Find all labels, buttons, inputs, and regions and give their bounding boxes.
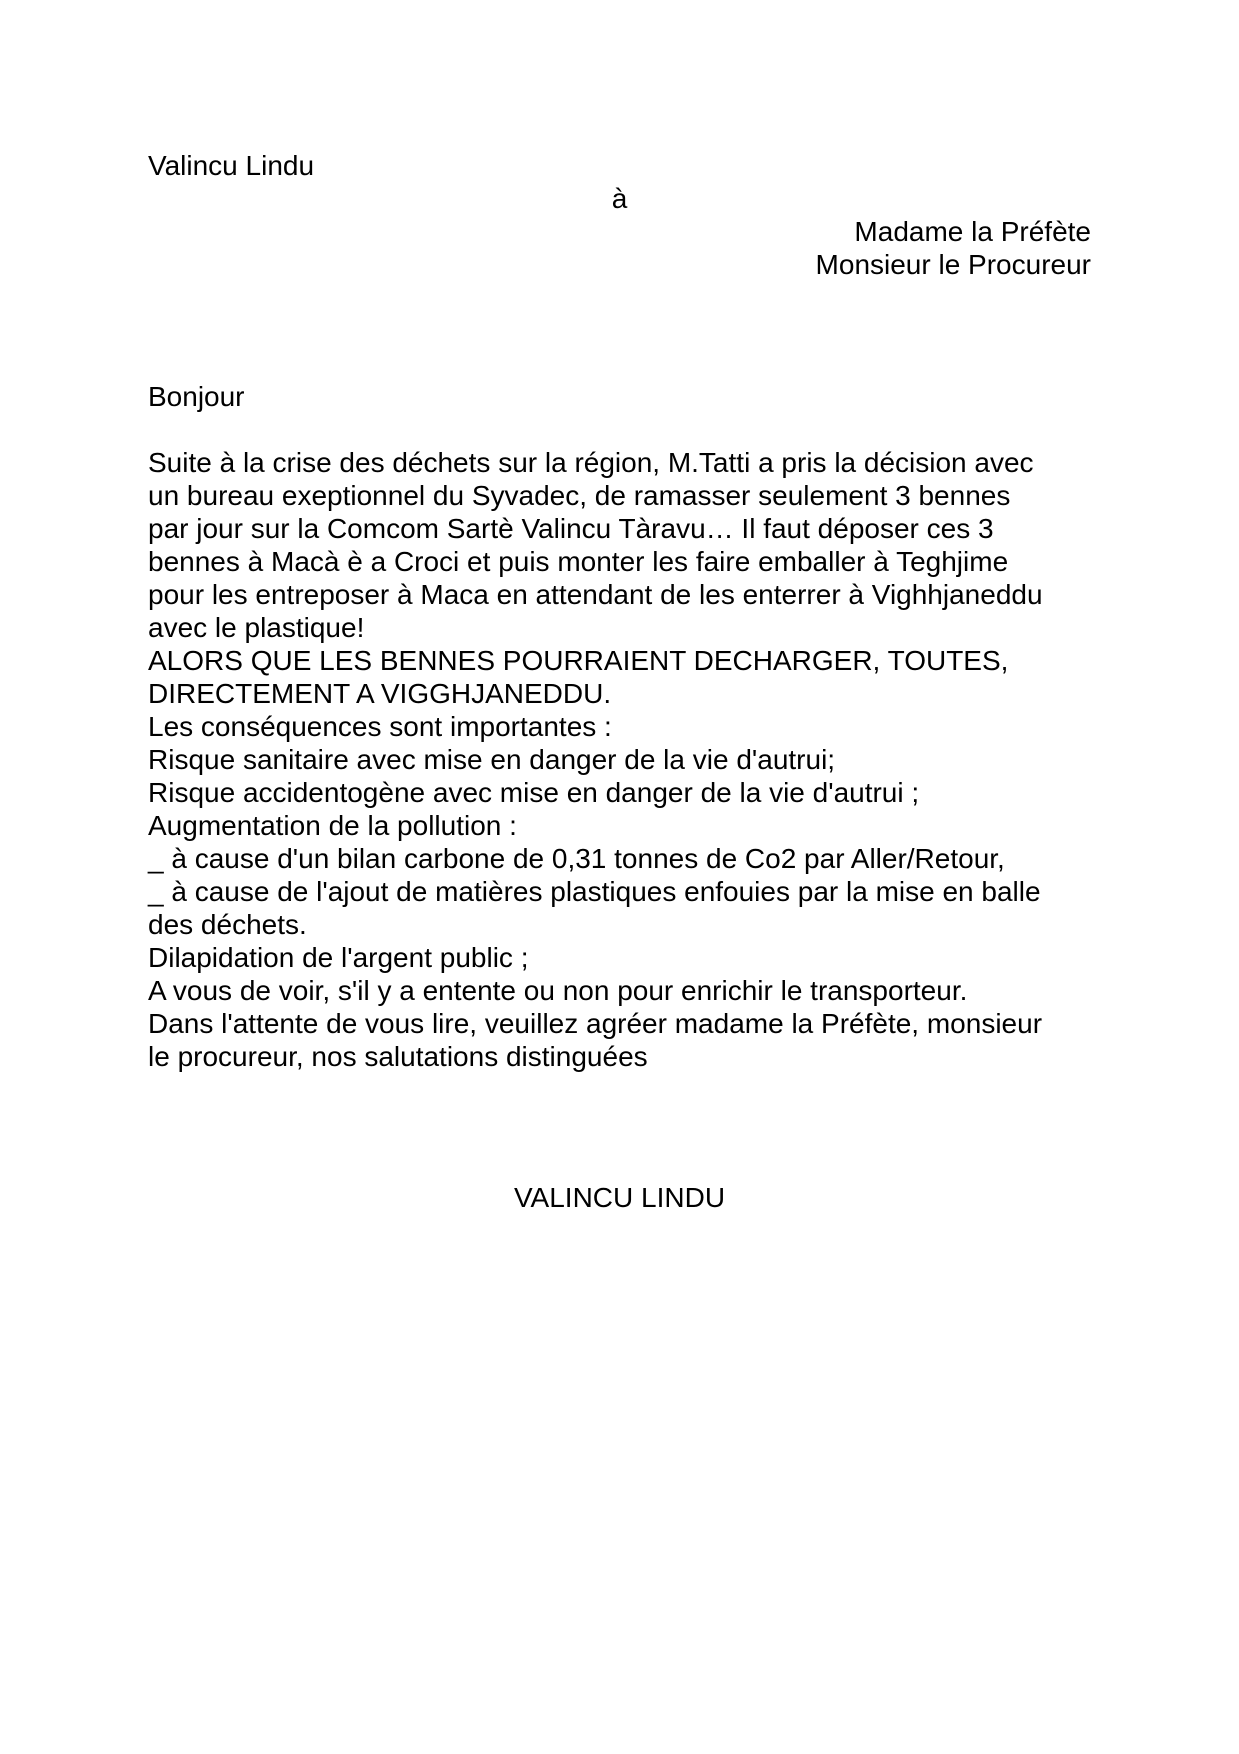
signature: VALINCU LINDU xyxy=(513,1182,726,1213)
blank-line xyxy=(148,413,1091,446)
body-line: des déchets. xyxy=(148,909,307,940)
body-line: Dilapidation de l'argent public ; xyxy=(148,942,529,973)
body-line: _ à cause de l'ajout de matières plastiques enfouies par la mise en balle xyxy=(148,876,1041,907)
body-line: le procureur, nos salutations distinguées xyxy=(148,1041,648,1072)
body-line: DIRECTEMENT A VIGGHJANEDDU. xyxy=(148,678,612,709)
greeting: Bonjour xyxy=(148,381,245,412)
recipient-line: Madame la Préfète xyxy=(854,216,1091,247)
body-line: Risque sanitaire avec mise en danger de la vie d'autrui; xyxy=(148,744,836,775)
recipient-line: Monsieur le Procureur xyxy=(815,249,1091,280)
body-line: Suite à la crise des déchets sur la région, M.Tatti a pris la décision avec xyxy=(148,447,1034,478)
blank-line xyxy=(148,314,1091,347)
body-line: avec le plastique! xyxy=(148,612,365,643)
body-line: Dans l'attente de vous lire, veuillez agréer madame la Préfète, monsieur xyxy=(148,1008,1043,1039)
body-line: bennes à Macà è a Croci et puis monter les faire emballer à Teghjime xyxy=(148,546,1009,577)
body-line: pour les entreposer à Maca en attendant de les enterrer à Vighhjaneddu xyxy=(148,579,1043,610)
body-line: _ à cause d'un bilan carbone de 0,31 tonnes de Co2 par Aller/Retour, xyxy=(148,843,1005,874)
body-line: par jour sur la Comcom Sartè Valincu Tàravu… Il faut déposer ces 3 xyxy=(148,513,994,544)
blank-line xyxy=(148,347,1091,380)
sender-name: Valincu Lindu xyxy=(148,150,315,181)
body-line: un bureau exeptionnel du Syvadec, de ramasser seulement 3 bennes xyxy=(148,480,1011,511)
body-line: Risque accidentogène avec mise en danger de la vie d'autrui ; xyxy=(148,777,920,808)
signature-spacer xyxy=(148,1073,1091,1181)
to-word: à xyxy=(611,183,628,214)
blank-line xyxy=(148,281,1091,314)
body-line: ALORS QUE LES BENNES POURRAIENT DECHARGER, TOUTES, xyxy=(148,645,1009,676)
body-line: Les conséquences sont importantes : xyxy=(148,711,612,742)
body-line: Augmentation de la pollution : xyxy=(148,810,517,841)
body-line: A vous de voir, s'il y a entente ou non pour enrichir le transporteur. xyxy=(148,975,968,1006)
letter-content xyxy=(148,149,1091,1214)
